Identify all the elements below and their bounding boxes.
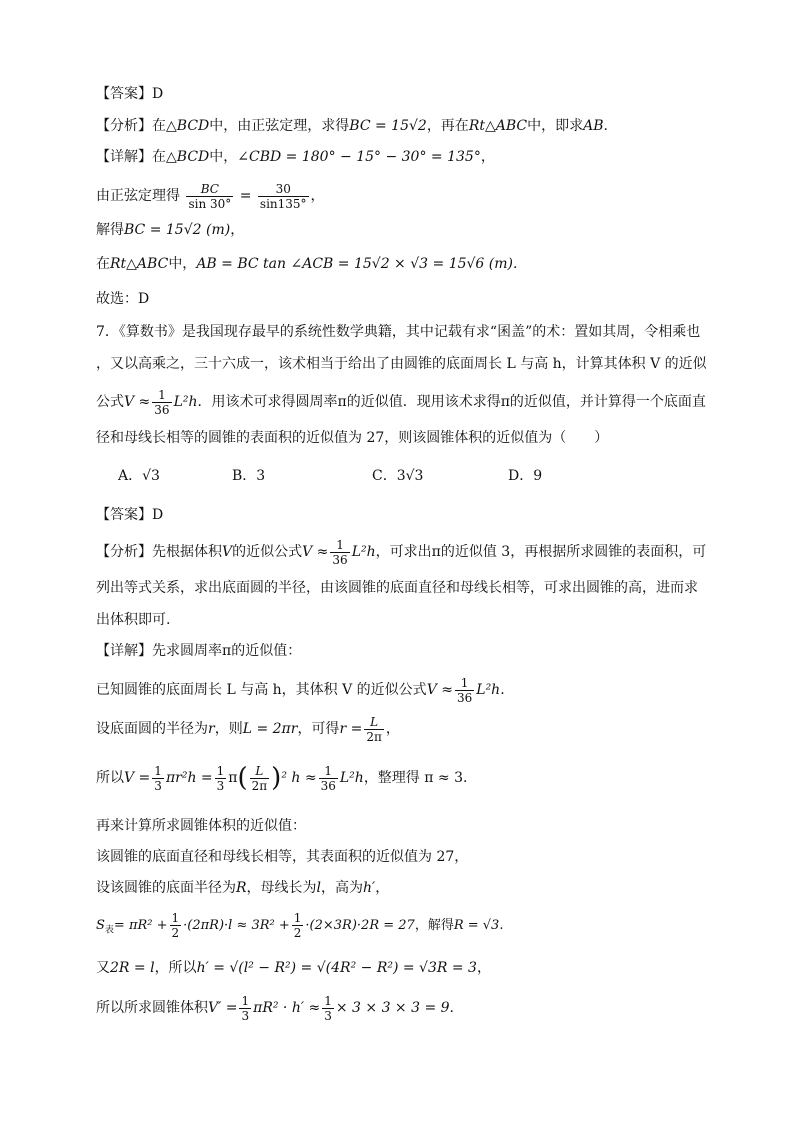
fraction-numerator: 1 — [319, 764, 338, 779]
text: ，解得 — [414, 918, 454, 933]
math-expr: r = — [339, 721, 363, 737]
text: . — [499, 918, 504, 933]
text: ，再在 — [426, 118, 469, 134]
text: . — [603, 118, 608, 134]
text: 故选：D — [96, 291, 150, 307]
text: . — [500, 682, 505, 698]
text: ，可得 — [297, 721, 340, 737]
q6-answer-value: D — [152, 86, 164, 102]
q7-solution-line-8 — [96, 910, 698, 947]
q7-stem-line-4 — [96, 428, 698, 448]
fraction-numerator: 30 — [258, 182, 309, 197]
math-expr: = πR² + — [113, 918, 168, 933]
math-expr: AB = BC tan ∠ACB = 15√2 × √3 = 15√6 (m). — [196, 256, 518, 272]
math-expr: ·(2×3R)·2R = 27 — [305, 918, 415, 933]
math-expr: 2R = l — [110, 960, 155, 976]
math-expr: L²h — [351, 544, 376, 560]
fraction — [322, 994, 334, 1023]
q7-analysis-line-3 — [96, 610, 698, 630]
math-expr: l — [316, 880, 322, 896]
fraction-denominator: 36 — [456, 690, 473, 705]
fraction-numerator: BC — [186, 182, 233, 197]
text: 先求圆周率π的近似值： — [152, 643, 302, 659]
fraction — [186, 182, 233, 211]
text: ，可求出π的近似值 3，再根据所求圆锥的表面积，可 — [375, 544, 707, 560]
solution-tag: 【详解】 — [96, 643, 152, 659]
q7-answer-value: D — [152, 507, 164, 523]
math-expr: × 3 × 3 × 3 = 9. — [335, 1000, 455, 1016]
solution-tag: 【详解】 — [96, 149, 152, 165]
text: 中， — [209, 149, 238, 165]
fraction-numerator: 1 — [152, 388, 171, 403]
math-expr: L = 2πr — [242, 721, 298, 737]
q6-choose-line — [96, 289, 698, 309]
fraction — [152, 764, 164, 793]
math-expr: △BCD — [166, 118, 210, 134]
text: ．用该术可求得圆周率π的近似值．现用该术求得π的近似值，并计算得一个底面直 — [197, 394, 706, 410]
q7-solution-line-1 — [96, 641, 698, 661]
text: 7．《算数书》是我国现存最早的系统性数学典籍，其中记载有求“囷盖”的术：置如其周，令相乘也 — [96, 324, 701, 340]
text: ，高为 — [321, 880, 364, 896]
text: 由正弦定理得 — [96, 188, 180, 204]
fraction-denominator: 2 — [171, 926, 180, 940]
math-expr: h′ — [363, 880, 376, 896]
fraction-denominator: 2π — [366, 729, 382, 744]
text: 所以所求圆锥体积 — [96, 1000, 208, 1016]
math-expr: AB — [583, 118, 604, 134]
answer-tag: 【答案】 — [96, 507, 152, 523]
text: ， — [375, 880, 390, 896]
q7-option-c: C．3√3 — [372, 468, 424, 484]
fraction-denominator: 3 — [241, 1008, 250, 1023]
text: ， — [480, 149, 495, 165]
fraction — [250, 764, 270, 793]
text: ，母线长为 — [246, 880, 317, 896]
math-expr: BC = 15√2 (m) — [124, 222, 231, 238]
math-expr: R — [236, 880, 247, 896]
q7-option-b: B．3 — [232, 468, 266, 484]
fraction — [215, 764, 227, 793]
fraction-denominator: 36 — [154, 402, 170, 417]
fraction-denominator: 36 — [320, 778, 336, 793]
text: 先根据体积 — [152, 544, 222, 560]
text: 已知圆锥的底面周长 L 与高 h，其体积 V 的近似公式 — [96, 682, 427, 698]
fraction-numerator: 1 — [171, 911, 180, 925]
fraction-denominator: 2 — [293, 926, 302, 940]
text: 中，由正弦定理，求得 — [209, 118, 350, 134]
fraction-denominator: 2π — [251, 778, 268, 793]
text: 该圆锥的底面直径和母线长相等，其表面积的近似值为 27， — [96, 849, 469, 865]
fraction-denominator: 36 — [332, 552, 348, 567]
q7-stem-line-2 — [96, 354, 707, 374]
text: 设该圆锥的底面半径为 — [96, 880, 236, 896]
math-expr: S — [96, 918, 105, 933]
text: 中， — [168, 256, 197, 272]
fraction-denominator: 3 — [324, 1008, 332, 1023]
q6-solution-line-1 — [96, 147, 698, 167]
fraction — [292, 911, 304, 940]
math-expr: L²h — [476, 682, 501, 698]
answer-tag: 【答案】 — [96, 86, 152, 102]
fraction-numerator: 1 — [324, 993, 332, 1008]
math-expr: R = √3 — [453, 918, 500, 933]
q6-answer-line — [96, 84, 698, 104]
text: ， — [476, 960, 491, 976]
math-expr: ∠CBD = 180° − 15° − 30° = 135° — [237, 149, 481, 165]
math-expr: Rt△ABC — [110, 256, 169, 272]
fraction — [455, 676, 474, 705]
text: 在 — [152, 118, 166, 134]
fraction-numerator: 1 — [293, 911, 302, 925]
text: 公式 — [96, 394, 124, 410]
text: 又 — [96, 960, 110, 976]
text: ， — [310, 188, 325, 204]
q6-solution-line-4 — [96, 254, 698, 274]
text: ，所以 — [154, 960, 197, 976]
text: = — [239, 188, 252, 204]
text: 列出等式关系，求出底面圆的半径，由该圆锥的底面直径和母线长相等，可求出圆锥的高，进而求 — [96, 580, 698, 596]
math-expr: π — [228, 770, 238, 786]
math-expr: V ≈ — [302, 544, 329, 560]
text: 设底面圆的半径为 — [96, 721, 208, 737]
fraction-numerator: 1 — [216, 763, 225, 778]
left-paren-glyph: ( — [237, 763, 248, 793]
q7-solution-line-6 — [96, 847, 698, 867]
text: ，整理得 π ≈ 3. — [363, 770, 468, 786]
fraction — [152, 388, 171, 417]
text: ，又以高乘之，三十六成一，该术相当于给出了由圆锥的底面周长 L 与高 h，计算其体积 V 的近似 — [96, 356, 707, 372]
math-expr: πR² · h′ ≈ — [253, 1000, 321, 1016]
q7-solution-line-10 — [96, 992, 698, 1024]
math-expr: L²h — [173, 394, 198, 410]
analysis-tag: 【分析】 — [96, 544, 152, 560]
text: 径和母线长相等的圆锥的表面积的近似值为 27，则该圆锥体积的近似值为（ ） — [96, 430, 609, 446]
math-expr: V ≈ — [426, 682, 453, 698]
fraction — [330, 538, 349, 567]
q7-solution-line-2 — [96, 674, 698, 706]
q6-analysis-line — [96, 116, 698, 136]
text: 在 — [152, 149, 166, 165]
right-paren-glyph: ) — [271, 763, 282, 793]
subscript: 表 — [104, 925, 114, 936]
math-expr: V = — [124, 770, 151, 786]
math-expr: Rt△ABC — [468, 118, 528, 134]
math-expr: V′ = — [208, 1000, 238, 1016]
text: ，则 — [214, 721, 243, 737]
q7-option-a: A．√3 — [118, 468, 160, 484]
math-expr: V ≈ — [124, 394, 151, 410]
q7-solution-line-3 — [96, 713, 698, 745]
fraction — [258, 182, 309, 211]
text: 中，即求 — [527, 118, 584, 134]
math-expr: △BCD — [166, 149, 210, 165]
text: 所以 — [96, 770, 124, 786]
fraction-denominator: sin 30° — [188, 196, 232, 211]
q6-solution-line-2 — [96, 180, 698, 212]
text: 出体积即可. — [96, 612, 171, 628]
fraction-numerator: 1 — [241, 993, 250, 1008]
fraction-denominator: 3 — [154, 778, 162, 793]
math-expr: V — [222, 544, 233, 560]
q7-solution-line-5 — [96, 816, 698, 836]
q7-option-d: D．9 — [508, 468, 543, 484]
math-expr: πr²h = — [165, 770, 213, 786]
text: 在 — [96, 256, 110, 272]
q7-analysis-line-1 — [96, 536, 707, 568]
fraction-numerator: L — [364, 715, 384, 730]
math-expr: BC = 15√2 — [349, 118, 427, 134]
fraction — [364, 715, 384, 744]
math-expr: ² h ≈ — [281, 770, 317, 786]
q7-solution-line-7 — [96, 878, 698, 898]
q7-solution-line-9 — [96, 958, 698, 978]
q7-stem-line-1 — [96, 322, 701, 342]
text: 的近似公式 — [232, 544, 303, 560]
q7-stem-line-3 — [96, 386, 706, 418]
q7-answer-line — [96, 505, 698, 525]
text: 再来计算所求圆锥体积的近似值： — [96, 818, 306, 834]
fraction-numerator: 1 — [455, 676, 474, 691]
math-expr: h′ = √(l² − R²) = √(4R² − R²) = √3R = 3 — [196, 960, 477, 976]
math-expr: L²h — [339, 770, 364, 786]
q6-solution-line-3 — [96, 220, 698, 240]
q7-solution-line-4 — [96, 760, 698, 796]
analysis-tag: 【分析】 — [96, 118, 152, 134]
fraction-denominator: 3 — [216, 778, 225, 793]
fraction-numerator: 1 — [154, 763, 162, 778]
text: ， — [230, 222, 245, 238]
math-expr: ·(2πR)·l ≈ 3R² + — [183, 918, 290, 933]
fraction-numerator: L — [250, 764, 270, 779]
math-expr: r — [208, 721, 215, 737]
fraction-numerator: 1 — [330, 538, 349, 553]
fraction-denominator: sin135° — [259, 196, 307, 211]
fraction — [170, 911, 182, 940]
text: ， — [385, 721, 400, 737]
fraction — [239, 994, 251, 1023]
text: 解得 — [96, 222, 124, 238]
fraction — [319, 764, 338, 793]
q7-analysis-line-2 — [96, 578, 698, 598]
